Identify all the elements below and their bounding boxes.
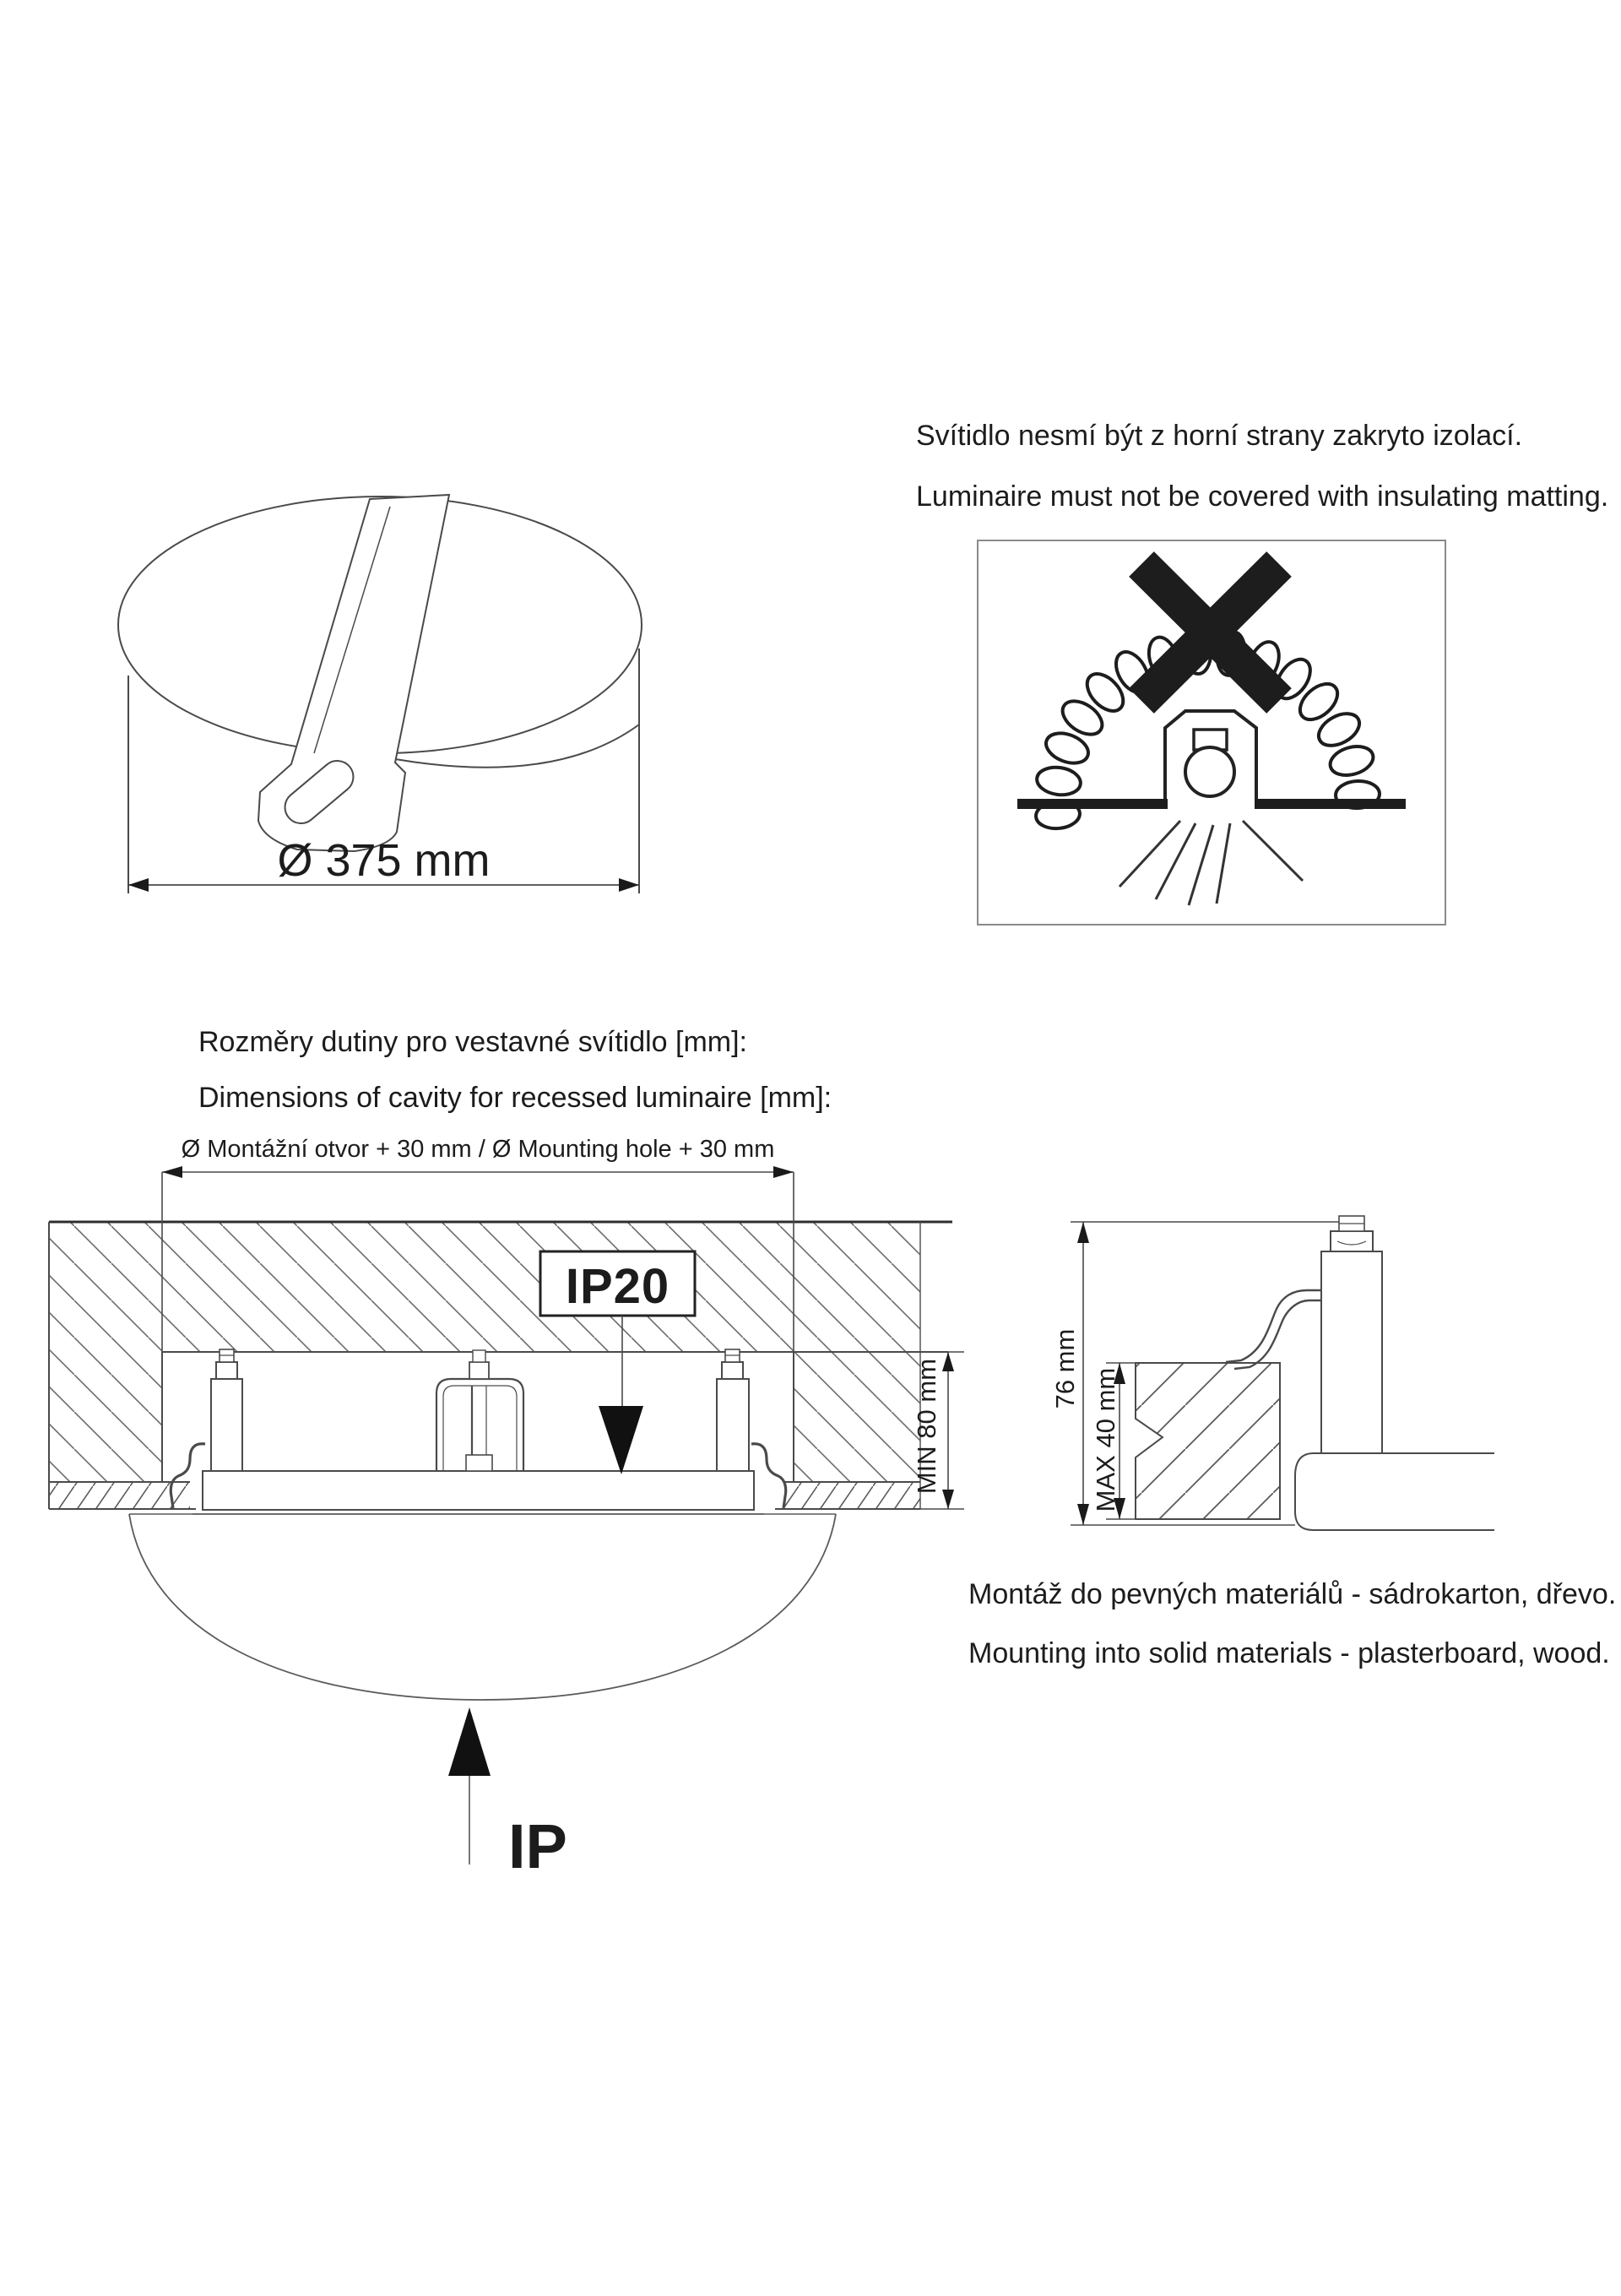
mounting-hole-label: Ø Montážní otvor + 30 mm / Ø Mounting hole + 30 mm (181, 1136, 775, 1163)
mounting-note-en: Mounting into solid materials - plasterboard, wood. (968, 1637, 1610, 1669)
mounting-stud-left (211, 1349, 242, 1471)
ceiling-block (1136, 1363, 1280, 1519)
no-insulation-pictogram (978, 540, 1445, 925)
ip-arrow (448, 1707, 491, 1776)
fixture-top-view-drawing (118, 495, 642, 893)
total-height-label: 76 mm (1049, 1328, 1080, 1409)
insulation-note-cz: Svítidlo nesmí být z horní strany zakryto izolací. (916, 420, 1523, 452)
center-bracket (436, 1350, 523, 1471)
ceiling-hatch-band (49, 1222, 920, 1352)
luminaire-glyph (1165, 711, 1256, 804)
cavity-note-en: Dimensions of cavity for recessed luminaire [mm]: (198, 1082, 832, 1114)
detail-stud (1321, 1216, 1382, 1453)
ip20-label: IP20 (565, 1259, 670, 1314)
cross-section-drawing (49, 1166, 964, 1864)
side-detail-drawing (1071, 1216, 1494, 1530)
glass-dome (129, 1514, 836, 1700)
cavity-note-cz: Rozměry dutiny pro vestavné svítidlo [mm]: (198, 1026, 748, 1058)
detail-pan (1295, 1453, 1494, 1530)
mounting-note-cz: Montáž do pevných materiálů - sádrokarton, dřevo. (968, 1578, 1617, 1610)
mounting-stud-right (717, 1349, 749, 1471)
detail-clip (1226, 1290, 1323, 1369)
ip-label: IP (508, 1811, 567, 1881)
max-thickness-label: MAX 40 mm (1090, 1367, 1120, 1512)
insulation-note-en: Luminaire must not be covered with insulating matting. (916, 480, 1609, 513)
ip20-arrow (599, 1406, 643, 1474)
diameter-label: Ø 375 mm (277, 835, 491, 886)
min-depth-label: MIN 80 mm (911, 1358, 941, 1495)
